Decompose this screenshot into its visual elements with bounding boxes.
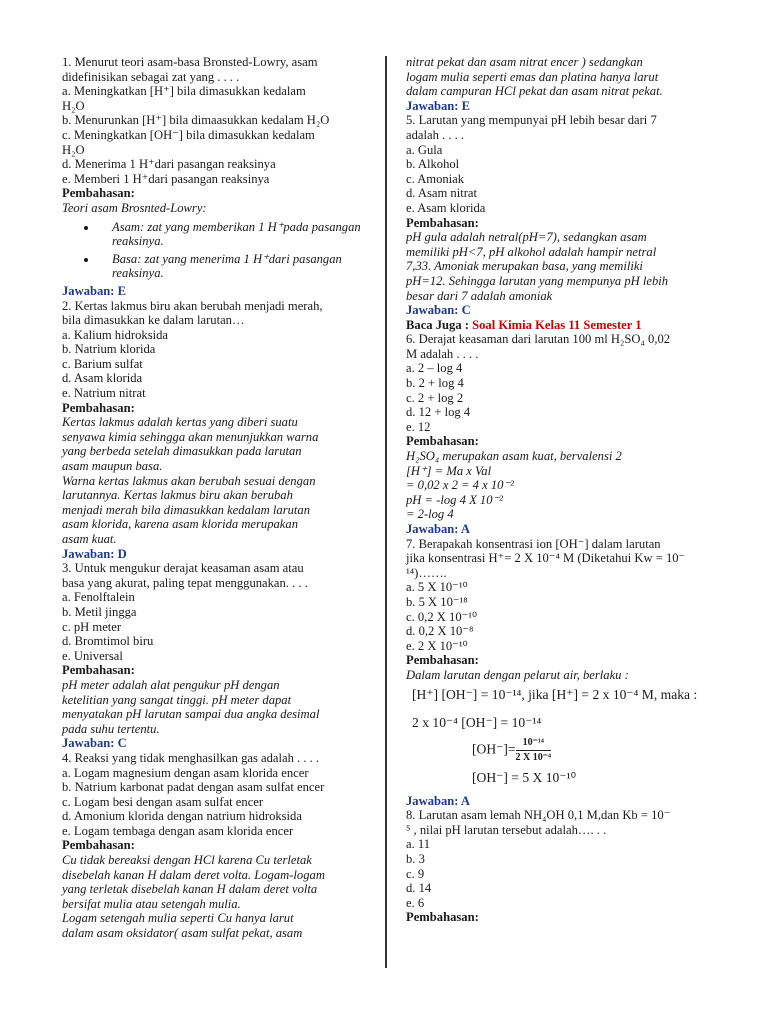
text-line: a. Meningkatkan [H⁺] bila dimasukkan kedalam [62,84,306,99]
bullet-item: • Asam: zat yang memberikan 1 H⁺pada pasangan reaksinya. [98,220,367,249]
text-line: a. 2 – log 4 [406,361,463,376]
text-line: adalah . . . . [406,127,465,142]
text-line: M adalah . . . . [406,346,479,361]
answer-label: Jawaban: D [62,546,127,561]
text-line: d. Amonium klorida dengan natrium hidroksida [62,809,302,824]
section-heading: Pembahasan: [406,434,479,449]
text-line: memiliki pH<7, pH alkohol adalah hampir netral [406,244,657,259]
text-line: c. 0,2 X 10⁻¹⁰ [406,609,478,624]
text-line: basa yang akurat, paling tepat menggunakan. . . . [62,575,308,590]
text-line: bersifat mulia atau setengah mulia. [62,896,241,911]
text-line: c. Amoniak [406,171,465,186]
text-line: nitrat pekat dan asam nitrat encer ) sedangkan [406,55,643,69]
text-line: e. 6 [406,895,425,910]
text-line: ¹⁴)……. [406,565,447,580]
text-line: 5. Larutan yang mempunyai pH lebih besar dari 7 [406,113,657,128]
text-line: pada suhu tertentu. [62,721,160,736]
text-line: Warna kertas lakmus akan berubah sesuai dengan [62,473,316,488]
text-line: e. Natrium nitrat [62,386,146,401]
text-line: e. 2 X 10⁻¹⁰ [406,638,468,653]
text-line: asam kuat. [62,532,117,546]
text-line: 2. Kertas lakmus biru akan berubah menjadi merah, [62,298,323,313]
text-line: c. pH meter [62,619,122,634]
text-line: dalam asam oksidator( asam sulfat pekat, asam [62,926,303,941]
equation-line: 2 x 10⁻⁴ [OH⁻] = 10⁻¹⁴ [412,714,542,730]
baca-juga-line [406,318,706,333]
text-line: 3. Untuk mengukur derajat keasaman asam atau [62,561,304,576]
text-line: e. Universal [62,648,123,663]
text-line: e. Asam klorida [406,200,486,215]
text-line: didefinisikan sebagai zat yang . . . . [62,69,240,84]
text-line: ketelitian yang sangat tinggi. pH meter dapat [62,692,292,707]
text-line: c. Meningkatkan [OH⁻] bila dimasukkan kedalam [62,127,315,142]
text-line: c. Logam besi dengan asam sulfat encer [62,794,264,809]
text-line: H₂O [62,98,85,113]
text-line: c. 9 [406,866,425,881]
column-divider [385,56,387,968]
text-line: b. Menurunkan [H⁺] bila dimaasukkan kedalam H₂O [62,113,330,128]
text-line: senyawa kimia sehingga akan menunjukkan warna [62,429,319,444]
text-line: b. Metil jingga [62,604,137,619]
section-heading: Pembahasan: [62,838,135,853]
equation-block [406,687,706,786]
text-line: d. Menerima 1 H⁺dari pasangan reaksinya [62,157,276,172]
text-line: disebelah kanan H dalam deret volta. Logam-logam [62,867,325,882]
fraction-denominator: 2 X 10⁻⁴ [515,751,552,763]
section-heading: Pembahasan: [406,215,479,230]
text-line: b. 5 X 10⁻¹⁸ [406,594,468,609]
text-line: bila dimasukkan ke dalam larutan… [62,313,245,328]
text-line: d. 14 [406,881,432,896]
text-line: jika konsentrasi H⁺= 2 X 10⁻⁴ M (Diketahui Kw = 10⁻ [406,551,686,566]
answer-label: Jawaban: A [406,793,471,808]
text-line: 1. Menurut teori asam-basa Bronsted-Lowry, asam [62,55,318,69]
text-line: H₂SO₄ merupakan asam kuat, bervalensi 2 [406,449,622,464]
fraction-numerator: 10⁻¹⁴ [516,737,552,751]
text-line: c. Barium sulfat [62,356,143,371]
text-line: 4. Reaksi yang tidak menghasilkan gas adalah . . . . [62,750,320,765]
answer-label: Jawaban: E [406,98,471,113]
text-line: d. Asam nitrat [406,186,478,201]
text-line: Cu tidak bereaksi dengan HCl karena Cu terletak [62,853,312,868]
text-line: pH=12. Sehingga larutan yang mempunya pH lebih [406,273,669,288]
answer-label: Jawaban: A [406,522,471,536]
answer-label: Jawaban: E [62,283,127,298]
text-line: b. Natrium karbonat padat dengan asam sulfat encer [62,780,325,795]
section-heading: Pembahasan: [62,186,135,201]
text-line: a. Kalium hidroksida [62,327,168,342]
bullet-list [62,220,367,281]
text-line: a. Fenolftalein [62,590,135,605]
text-line: asam maupun basa. [62,459,163,474]
equation-line: [H⁺] [OH⁻] = 10⁻¹⁴, jika [H⁺] = 2 x 10⁻⁴ M, maka : [412,686,698,702]
text-line: Teori asam Brosnted-Lowry: [62,200,207,215]
text-line: 7. Berapakah konsentrasi ion [OH⁻] dalam larutan [406,536,661,551]
text-line: ⁵ , nilai pH larutan tersebut adalah…. . . [406,822,607,837]
text-line: = 0,02 x 2 = 4 x 10⁻² [406,478,514,493]
text-line: [H⁺] = Ma x Val [406,463,492,478]
text-line: dalam campuran HCl pekat dan asam nitrat pekat. [406,84,663,99]
text-line: Dalam larutan dengan pelarut air, berlaku : [406,667,629,682]
text-line: yang terletak disebelah kanan H dalam deret volta [62,882,318,897]
baca-juga-label: Baca Juga : [406,317,469,332]
text-line: larutannya. Kertas lakmus biru akan berubah [62,488,293,503]
text-line: Logam setengah mulia seperti Cu hanya larut [62,911,294,926]
text-line: 7,33. Amoniak merupakan basa, yang memiliki [406,259,643,274]
section-heading: Pembahasan: [406,653,479,668]
text-line: d. Bromtimol biru [62,634,154,649]
text-line: d. 12 + log 4 [406,405,471,420]
text-line: a. Logam magnesium dengan asam klorida encer [62,765,309,780]
text-line: asam klorida, karena asam klorida merupakan [62,517,298,532]
text-line: a. 11 [406,837,431,852]
text-line: b. 3 [406,851,425,866]
text-line: yang berbeda setelah dimasukkan pada larutan [62,444,302,459]
text-line: e. Memberi 1 H⁺dari pasangan reaksinya [62,171,270,186]
text-line: pH = -log 4 X 10⁻² [406,492,503,507]
answer-label: Jawaban: C [62,736,127,751]
text-line: Kertas lakmus adalah kertas yang diberi suatu [62,415,298,430]
text-line: e. Logam tembaga dengan asam klorida encer [62,823,294,838]
text-line: menjadi merah bila dimasukkan kedalam larutan [62,502,310,517]
equation-lhs: [OH⁻]= [472,741,516,757]
text-line: b. Alkohol [406,157,460,172]
text-line: b. Natrium klorida [62,342,156,357]
text-line: 8. Larutan asam lemah NH₄OH 0,1 M,dan Kb = 10⁻ [406,808,671,823]
text-line: 6. Derajat keasaman dari larutan 100 ml H₂SO₄ 0,02 [406,332,671,347]
equation-line [472,737,706,764]
text-line: a. 5 X 10⁻¹⁰ [406,580,468,595]
text-line: b. 2 + log 4 [406,376,464,391]
right-column [406,55,706,925]
text-line: pH gula adalah netral(pH=7), sedangkan asam [406,230,647,245]
answer-label: Jawaban: C [406,303,471,318]
text-line: H₂O [62,142,85,157]
text-line: logam mulia seperti emas dan platina hanya larut [406,69,659,84]
fraction [516,737,552,764]
baca-juga-link[interactable]: Soal Kimia Kelas 11 Semester 1 [472,317,642,332]
text-line: a. Gula [406,142,443,157]
bullet-item: • Basa: zat yang menerima 1 H⁺dari pasangan reaksinya. [98,252,367,281]
text-line: c. 2 + log 2 [406,390,464,405]
text-line: e. 12 [406,419,431,434]
equation-line: [OH⁻] = 5 X 10⁻¹⁰ [472,769,577,785]
left-column [62,55,367,941]
section-heading: Pembahasan: [406,910,479,925]
text-line: besar dari 7 adalah amoniak [406,288,553,303]
text-line: = 2-log 4 [406,507,454,522]
text-line: pH meter adalah alat pengukur pH dengan [62,677,280,692]
text-line: menyatakan pH larutan sampai dua angka desimal [62,707,320,722]
text-line: d. Asam klorida [62,371,143,386]
text-line: d. 0,2 X 10⁻⁸ [406,624,474,639]
section-heading: Pembahasan: [62,400,135,415]
section-heading: Pembahasan: [62,663,135,678]
